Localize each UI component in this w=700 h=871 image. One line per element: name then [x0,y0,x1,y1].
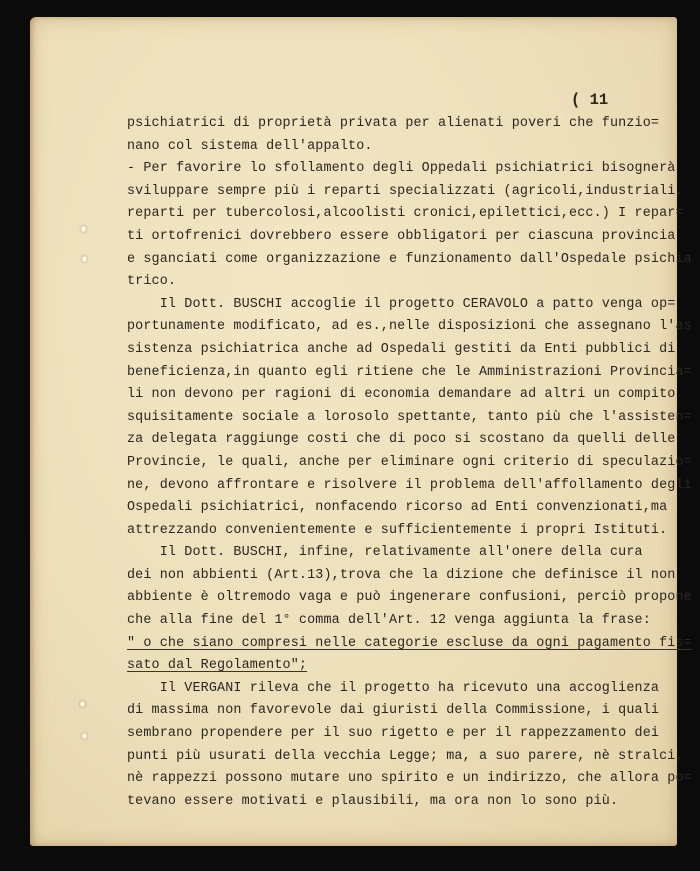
text-line: e sganciati come organizzazione e funzionamento dall'Ospedale psichia [127,251,692,267]
text-line: di massima non favorevole dai giuristi della Commissione, i quali [127,703,660,719]
punch-hole-mark [81,226,86,232]
text-line: nano col sistema dell'appalto. [127,138,373,154]
page-number: ( 11 [571,91,609,109]
text-line: Il VERGANI rileva che il progetto ha ricevuto una accoglienza [127,680,660,696]
text-line: dei non abbienti (Art.13),trova che la dizione che definisce il non [127,567,676,583]
text-line: che alla fine del 1° comma dell'Art. 12 venga aggiunta la frase: [127,613,651,629]
text-line: attrezzando convenientemente e sufficientemente i propri Istituti. [127,522,668,538]
text-line: tevano essere motivati e plausibili, ma ora non lo sono più. [127,793,619,809]
text-line: ti ortofrenici dovrebbero essere obbligatori per ciascuna provincia [127,228,676,244]
text-line: trico. [127,274,177,290]
quoted-amendment-line: " o che siano compresi nelle categorie escluse da ogni pagamento fis= [127,635,692,651]
text-line: abbiente è oltremodo vaga e può ingenerare confusioni, perciò propone [127,590,692,606]
text-line: Il Dott. BUSCHI, infine, relativamente all'onere della cura [127,545,643,561]
text-line: Ospedali psichiatrici, nonfacendo ricorso ad Enti convenzionati,ma [127,500,668,516]
text-line: li non devono per ragioni di economia demandare ad altri un compito [127,387,676,403]
typewritten-body [127,113,692,813]
punch-hole-mark [82,256,87,262]
text-line: za delegata raggiunge costi che di poco si scostano da quelli delle [127,432,676,448]
punch-hole-mark [80,701,85,707]
text-line: psichiatrici di proprietà privata per alienati poveri che funzio= [127,116,660,131]
text-line: squisitamente sociale a lorosolo spettante, tanto più che l'assisten= [127,409,692,425]
text-line: reparti per tubercolosi,alcoolisti cronici,epilettici,ecc.) I repar= [127,206,684,222]
quoted-amendment-line: sato dal Regolamento"; [127,658,308,674]
text-line: ne, devono affrontare e risolvere il problema dell'affollamento degli [127,477,692,493]
text-line: sembrano propendere per il suo rigetto e per il rappezzamento dei [127,726,660,742]
text-line: sviluppare sempre più i reparti specializzati (agricoli,industriali, [127,183,684,199]
text-line: beneficienza,in quanto egli ritiene che le Amministrazioni Provincia= [127,364,692,380]
text-line: sistenza psichiatrica anche ad Ospedali gestiti da Enti pubblici di [127,341,676,357]
text-line: Il Dott. BUSCHI accoglie il progetto CERAVOLO a patto venga op= [127,296,676,312]
punch-hole-mark [82,733,87,739]
text-line: nè rappezzi possono mutare uno spirito e un indirizzo, che allora po= [127,771,692,787]
text-line: - Per favorire lo sfollamento degli Oppedali psichiatrici bisognerà [127,161,676,177]
text-line: punti più usurati della vecchia Legge; ma, a suo parere, nè stralci, [127,748,684,764]
text-line: Provincie, le quali, anche per eliminare ogni criterio di speculazio= [127,454,692,470]
text-line: portunamente modificato, ad es.,nelle disposizioni che assegnano l'as [127,319,692,335]
